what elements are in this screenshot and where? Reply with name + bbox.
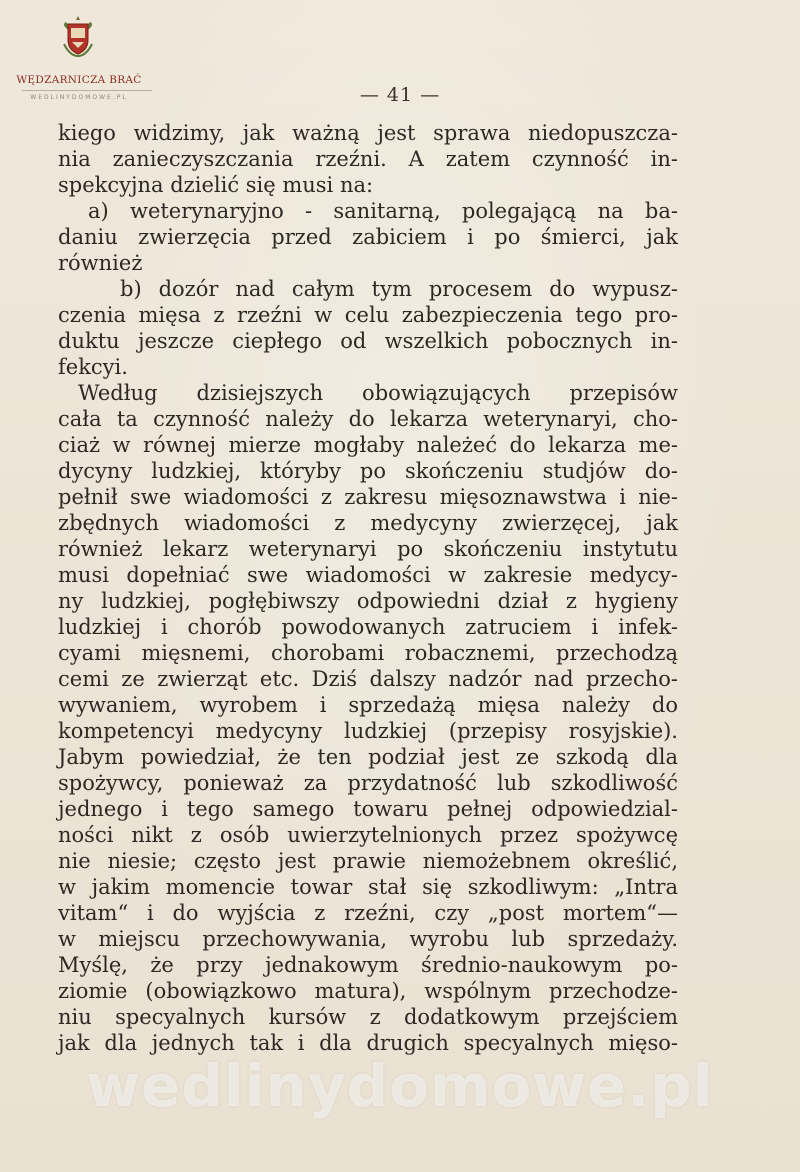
- text-line: ny ludzkiej, pogłębiwszy odpowiedni dział z hygieny: [58, 589, 678, 613]
- crest-icon: [60, 14, 96, 60]
- text-line: spożywcy, ponieważ za przydatność lub szkodliwość: [58, 771, 678, 795]
- text-line: vitam“ i do wyjścia z rzeźni, czy „post mortem“—: [58, 901, 678, 925]
- text-line: duktu jeszcze ciepłego od wszelkich pobocznych in-: [58, 329, 678, 353]
- text-line: niu specyalnych kursów z dodatkowym przejściem: [58, 1005, 678, 1029]
- text-line: kompetencyi medycyny ludzkiej (przepisy rosyjskie).: [58, 719, 678, 743]
- text-line: nia zanieczyszczania rzeźni. A zatem czynność in-: [58, 147, 678, 171]
- text-line: cemi ze zwierząt etc. Dziś dalszy nadzór nad przecho-: [58, 667, 678, 691]
- text-line: b) dozór nad całym tym procesem do wypusz-: [120, 277, 678, 301]
- text-line: ludzkiej i chorób powodowanych zatruciem i infek-: [58, 615, 678, 639]
- page-number: — 41 —: [359, 84, 441, 106]
- text-line: jednego i tego samego towaru pełnej odpowiedzial-: [58, 797, 678, 821]
- text-line: nie niesie; często jest prawie niemożebnem określić,: [58, 849, 678, 873]
- text-line: Myślę, że przy jednakowym średnio-naukowym po-: [58, 953, 678, 977]
- text-line: wywaniem, wyrobem i sprzedażą mięsa należy do: [58, 693, 678, 717]
- text-line: Jabym powiedział, że ten podział jest ze szkodą dla: [58, 745, 678, 769]
- text-line: również: [58, 251, 143, 275]
- text-line: kiego widzimy, jak ważną jest sprawa niedopuszcza-: [58, 121, 678, 145]
- text-line: ciaż w równej mierze mogłaby należeć do lekarza me-: [58, 433, 678, 457]
- text-line: ziomie (obowiązkowo matura), wspólnym przechodze-: [58, 979, 678, 1003]
- text-line: a) weterynaryjno - sanitarną, polegającą na ba-: [88, 199, 678, 223]
- text-line: daniu zwierzęcia przed zabiciem i po śmierci, jak: [58, 225, 678, 249]
- watermark: wedlinydomowe.pl: [86, 1052, 714, 1120]
- text-line: czenia mięsa z rzeźni w celu zabezpieczenia tego pro-: [58, 303, 678, 327]
- text-line: dycyny ludzkiej, któryby po skończeniu studjów do-: [58, 459, 678, 483]
- text-line: Według dzisiejszych obowiązujących przepisów: [78, 381, 678, 405]
- text-line: ności nikt z osób uwierzytelnionych przez spożywcę: [58, 823, 678, 847]
- text-line: spekcyjna dzielić się musi na:: [58, 173, 374, 197]
- logo-url: WEDLINYDOMOWE.PL: [30, 94, 128, 101]
- text-line: również lekarz weterynaryi po skończeniu instytutu: [58, 537, 678, 561]
- text-line: jak dla jednych tak i dla drugich specyalnych mięso-: [58, 1031, 678, 1055]
- text-line: zbędnych wiadomości z medycyny zwierzęcej, jak: [58, 511, 678, 535]
- logo-name: WĘDZARNICZA BRAĆ: [16, 74, 142, 86]
- text-line: fekcyi.: [58, 355, 128, 379]
- text-line: cała ta czynność należy do lekarza weterynaryi, cho-: [58, 407, 678, 431]
- body-text: [58, 120, 678, 1056]
- text-line: w miejscu przechowywania, wyrobu lub sprzedaży.: [58, 927, 678, 951]
- text-line: pełnił swe wiadomości z zakresu mięsoznawstwa i nie-: [58, 485, 678, 509]
- text-line: cyami mięsnemi, chorobami robacznemi, przechodzą: [58, 641, 678, 665]
- text-line: musi dopełniać swe wiadomości w zakresie medycy-: [58, 563, 678, 587]
- text-line: w jakim momencie towar stał się szkodliwym: „Intra: [58, 875, 678, 899]
